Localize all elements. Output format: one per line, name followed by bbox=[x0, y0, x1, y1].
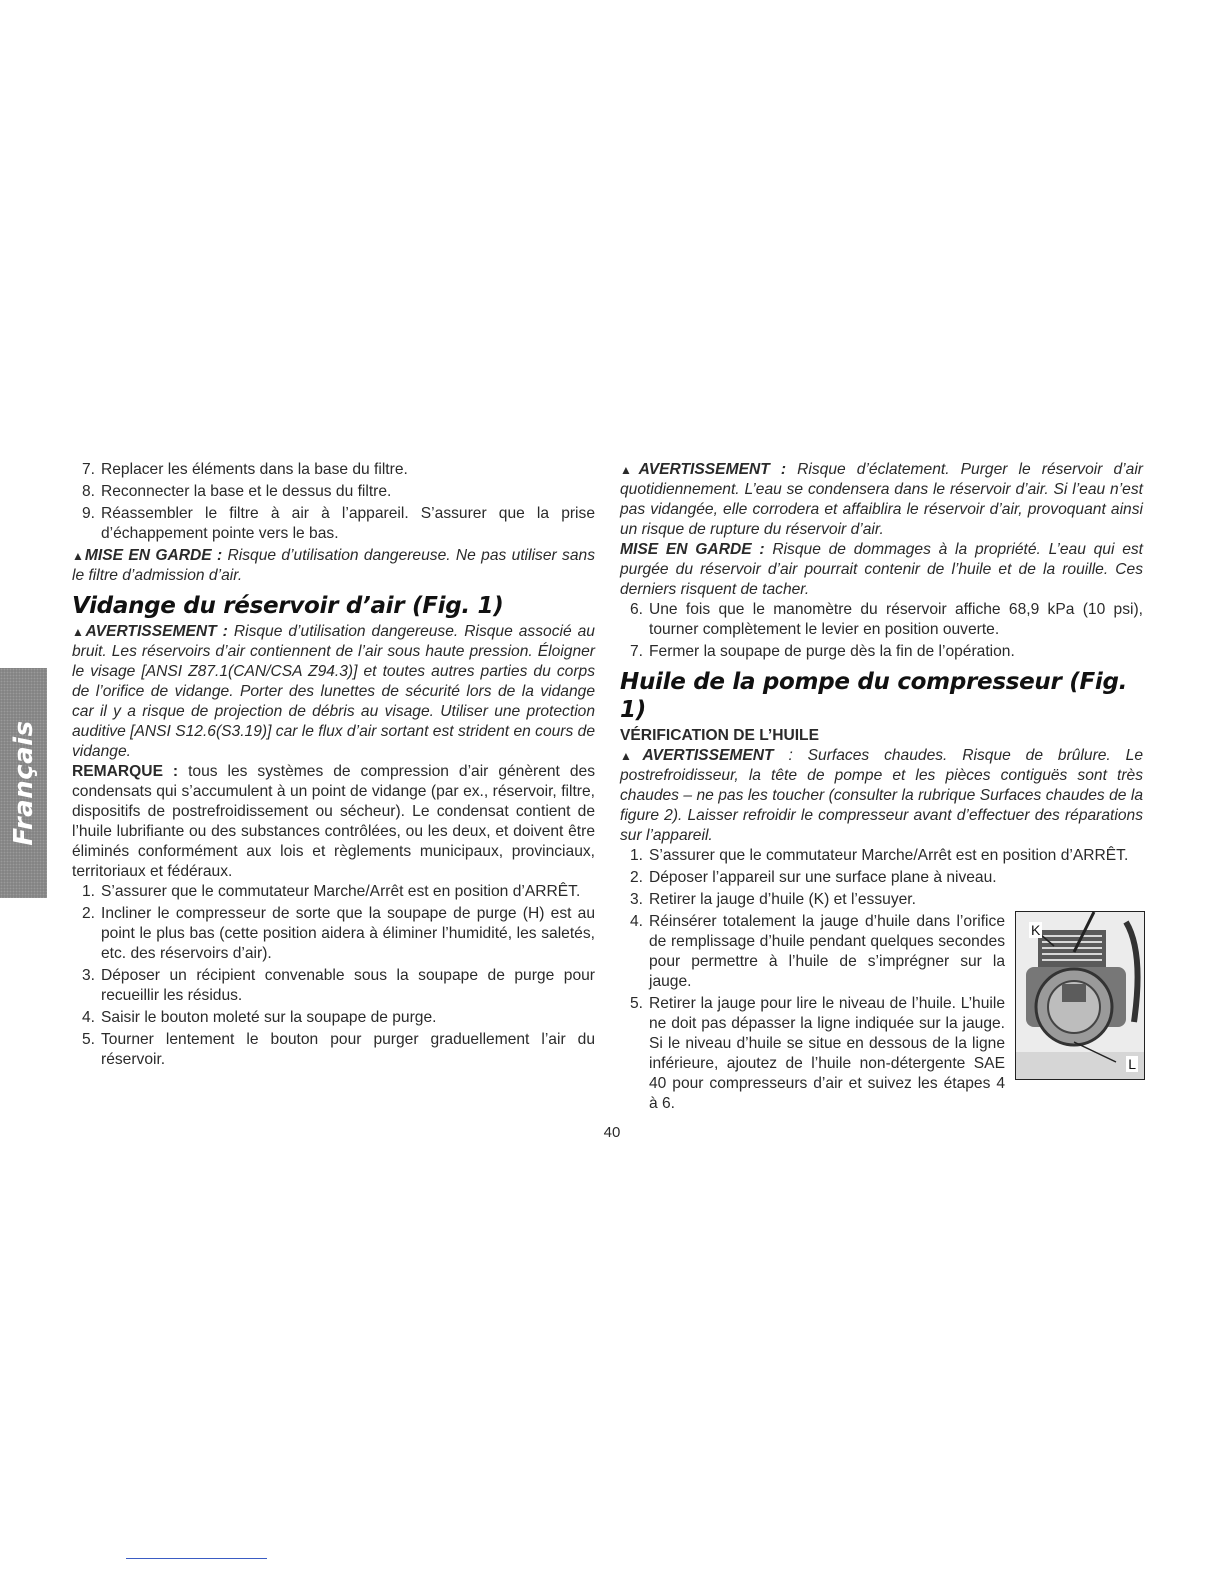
list-item: 2. Incliner le compresseur de sorte que la soupape de purge (H) est au point le plus bas (cette position aidera à éliminer l’humidité, les saletés, etc. des réservoirs d’air). bbox=[82, 905, 595, 962]
list-item: 5. Tourner lentement le bouton pour purger graduellement l’air du réservoir. bbox=[82, 1031, 595, 1068]
list-item: 1. S’assurer que le commutateur Marche/Arrêt est en position d’ARRÊT. bbox=[82, 883, 581, 900]
list-item: 9. Réassembler le filtre à air à l’appareil. S’assurer que la prise d’échappement pointe vers le bas. bbox=[82, 505, 595, 542]
warning-hot-surfaces: ▲AVERTISSEMENT : Surfaces chaudes. Risque de brûlure. Le postrefroidisseur, la tête de pompe et les pièces contiguës sont très chaudes – ne pas les toucher (consulter la rubrique Surfaces chaudes de la figure 2). Laisser refroidir le compresseur avant d’effectuer des réparations sur l’appareil. bbox=[620, 747, 1143, 844]
caution-property: MISE EN GARDE : Risque de dommages à la propriété. L’eau qui est purgée du réservoir d’air pourrait contenir de l’huile et de la rouille. Ces derniers risquent de tacher. bbox=[620, 541, 1144, 598]
drain-steps-continued bbox=[620, 600, 1143, 662]
warning-triangle-icon: ▲ bbox=[620, 463, 639, 477]
language-side-tab bbox=[0, 668, 47, 898]
list-item: 7. Fermer la soupape de purge dès la fin de l’opération. bbox=[630, 643, 1015, 660]
left-column bbox=[72, 460, 595, 1072]
remark-condensate: REMARQUE : tous les systèmes de compression d’air génèrent des condensats qui s’accumulent à un point de vidange (par ex., réservoir, filtre, dispositifs de postrefroidissement ou sécheur). Le condensat contient de l’huile lubrifiante ou des substances contrôlées, ou les deux, et doivent être éliminés conformément aux lois et règlements municipaux, provinciaux, territoriaux et fédéraux. bbox=[72, 763, 595, 880]
list-item: 4. Saisir le bouton moleté sur la soupape de purge. bbox=[82, 1009, 437, 1026]
list-item: 1. S’assurer que le commutateur Marche/Arrêt est en position d’ARRÊT. bbox=[630, 847, 1129, 864]
list-item: 6. Une fois que le manomètre du réservoir affiche 68,9 kPa (10 psi), tourner complètement le levier en position ouverte. bbox=[630, 601, 1143, 638]
list-item: 2. Déposer l’appareil sur une surface plane à niveau. bbox=[630, 869, 997, 886]
dipstick-label-k: K bbox=[1031, 922, 1041, 938]
list-item: 5. Retirer la jauge pour lire le niveau de l’huile. L’huile ne doit pas dépasser la ligne indiquée sur la jauge. Si le niveau d’huile se situe en dessous de la ligne inférieure, ajoutez de l’huile non-détergente SAE 40 pour compresseurs d’air et suivez les étapes 4 à 6. bbox=[630, 995, 1005, 1112]
oil-steps-list bbox=[620, 846, 1143, 910]
footer-rule bbox=[126, 1558, 267, 1559]
section-heading-drain: Vidange du réservoir d’air (Fig. 1) bbox=[72, 593, 504, 619]
warning-triangle-icon: ▲ bbox=[620, 749, 643, 763]
warning-burst: ▲AVERTISSEMENT : Risque d’éclatement. Purger le réservoir d’air quotidiennement. L’eau se condensera dans le réservoir d’air. Si l’eau n’est pas vidangée, elle corrodera et affaiblira le réservoir d’air, provoquant ainsi un risque de rupture du réservoir d’air. bbox=[620, 461, 1143, 538]
list-item: 3. Retirer la jauge d’huile (K) et l’essuyer. bbox=[630, 891, 916, 908]
oil-dipstick-figure bbox=[1015, 911, 1145, 1080]
drain-steps-list bbox=[72, 882, 595, 1070]
list-item: 7. Replacer les éléments dans la base du filtre. bbox=[82, 461, 408, 478]
warning-triangle-icon: ▲ bbox=[72, 625, 86, 639]
page-number: 40 bbox=[603, 1124, 621, 1141]
language-label: Français bbox=[8, 720, 39, 846]
warning-drain: ▲AVERTISSEMENT : Risque d’utilisation dangereuse. Risque associé au bruit. Les réservoirs d’air contiennent de l’air sous haute pression. Éloigner le visage [ANSI Z87.1(CAN/CSA Z94.3)] et toutes autres parties du corps de l’orifice de vidange. Porter des lunettes de sécurité lors de la vidange car il y a risque de projection de débris au visage. Utiliser une protection auditive [ANSI S12.6(S3.19)] car le flux d’air sortant est strident en cours de vidange. bbox=[72, 623, 595, 760]
section-heading-oil: Huile de la pompe du compresseur (Fig. 1) bbox=[620, 669, 1128, 723]
list-item: 3. Déposer un récipient convenable sous la soupape de purge pour recueillir les résidus. bbox=[82, 967, 595, 1004]
filter-steps-list bbox=[72, 460, 595, 544]
list-item: 8. Reconnecter la base et le dessus du filtre. bbox=[82, 483, 392, 500]
caution-filter: ▲MISE EN GARDE : Risque d’utilisation dangereuse. Ne pas utiliser sans le filtre d’admission d’air. bbox=[72, 547, 595, 584]
subheading-oil-check: VÉRIFICATION DE L’HUILE bbox=[620, 727, 819, 744]
warning-triangle-icon: ▲ bbox=[72, 549, 85, 563]
list-item: 4. Réinsérer totalement la jauge d’huile dans l’orifice de remplissage d’huile pendant quelques secondes pour permettre à l’huile de s’imprégner sur la jauge. bbox=[630, 913, 1005, 990]
oil-level-label-l: L bbox=[1128, 1056, 1136, 1072]
